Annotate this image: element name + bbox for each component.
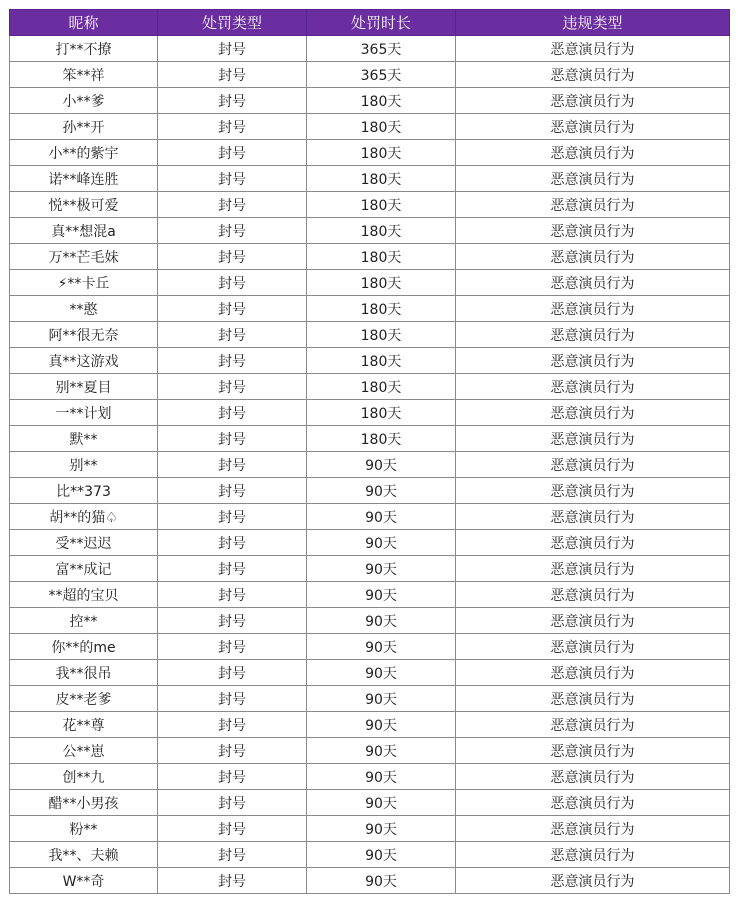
cell-penalty-duration: 180天 [307,244,456,270]
table-row [10,764,730,790]
cell-penalty-type: 封号 [158,244,307,270]
table-row [10,36,730,62]
cell-penalty-type: 封号 [158,764,307,790]
table-header [10,10,730,36]
cell-penalty-duration: 180天 [307,166,456,192]
cell-nickname: 你**的me [10,634,158,660]
table-row [10,166,730,192]
cell-violation-type: 恶意演员行为 [456,868,730,894]
penalty-table [9,9,730,894]
cell-penalty-duration: 90天 [307,608,456,634]
cell-violation-type: 恶意演员行为 [456,270,730,296]
cell-penalty-duration: 90天 [307,478,456,504]
table-row [10,504,730,530]
cell-nickname: **超的宝贝 [10,582,158,608]
cell-nickname: 别**夏目 [10,374,158,400]
cell-nickname: 别** [10,452,158,478]
cell-penalty-type: 封号 [158,192,307,218]
cell-nickname: 默** [10,426,158,452]
cell-violation-type: 恶意演员行为 [456,244,730,270]
table-body [10,36,730,894]
cell-penalty-duration: 180天 [307,374,456,400]
cell-nickname: 一**计划 [10,400,158,426]
table-row [10,348,730,374]
cell-penalty-duration: 180天 [307,88,456,114]
cell-penalty-type: 封号 [158,686,307,712]
cell-violation-type: 恶意演员行为 [456,556,730,582]
cell-penalty-duration: 180天 [307,296,456,322]
cell-penalty-type: 封号 [158,400,307,426]
cell-nickname: 小**的紫宇 [10,140,158,166]
cell-violation-type: 恶意演员行为 [456,140,730,166]
table-row [10,582,730,608]
cell-nickname: 花**尊 [10,712,158,738]
cell-violation-type: 恶意演员行为 [456,348,730,374]
cell-violation-type: 恶意演员行为 [456,790,730,816]
cell-penalty-duration: 90天 [307,582,456,608]
table-row [10,530,730,556]
cell-penalty-type: 封号 [158,478,307,504]
cell-penalty-type: 封号 [158,634,307,660]
cell-violation-type: 恶意演员行为 [456,764,730,790]
header-violation-type: 违规类型 [456,10,730,36]
cell-penalty-type: 封号 [158,738,307,764]
cell-penalty-type: 封号 [158,426,307,452]
cell-penalty-duration: 90天 [307,712,456,738]
cell-nickname: 粉** [10,816,158,842]
cell-nickname: 创**九 [10,764,158,790]
table-row [10,296,730,322]
cell-penalty-type: 封号 [158,660,307,686]
cell-penalty-type: 封号 [158,842,307,868]
cell-penalty-type: 封号 [158,712,307,738]
cell-nickname: 阿**很无奈 [10,322,158,348]
cell-penalty-duration: 180天 [307,400,456,426]
cell-nickname: 孙**开 [10,114,158,140]
cell-penalty-duration: 90天 [307,816,456,842]
cell-violation-type: 恶意演员行为 [456,634,730,660]
table-row [10,426,730,452]
cell-nickname: 笨**祥 [10,62,158,88]
cell-penalty-duration: 180天 [307,140,456,166]
cell-violation-type: 恶意演员行为 [456,36,730,62]
table-row [10,452,730,478]
cell-violation-type: 恶意演员行为 [456,842,730,868]
table-row [10,114,730,140]
cell-penalty-duration: 180天 [307,218,456,244]
cell-penalty-duration: 90天 [307,660,456,686]
cell-violation-type: 恶意演员行为 [456,686,730,712]
cell-violation-type: 恶意演员行为 [456,426,730,452]
cell-nickname: W**奇 [10,868,158,894]
header-row [10,10,730,36]
cell-penalty-type: 封号 [158,322,307,348]
table-row [10,634,730,660]
cell-nickname: 控** [10,608,158,634]
cell-penalty-type: 封号 [158,530,307,556]
cell-penalty-type: 封号 [158,816,307,842]
header-penalty-duration: 处罚时长 [307,10,456,36]
cell-nickname: 皮**老爹 [10,686,158,712]
table-row [10,62,730,88]
cell-violation-type: 恶意演员行为 [456,374,730,400]
cell-penalty-duration: 90天 [307,764,456,790]
cell-penalty-type: 封号 [158,374,307,400]
cell-nickname: 比**373 [10,478,158,504]
cell-penalty-duration: 90天 [307,530,456,556]
cell-penalty-type: 封号 [158,504,307,530]
cell-penalty-type: 封号 [158,62,307,88]
cell-nickname: 富**成记 [10,556,158,582]
cell-penalty-type: 封号 [158,348,307,374]
cell-penalty-type: 封号 [158,608,307,634]
cell-violation-type: 恶意演员行为 [456,816,730,842]
cell-penalty-type: 封号 [158,790,307,816]
cell-penalty-duration: 180天 [307,426,456,452]
cell-violation-type: 恶意演员行为 [456,218,730,244]
table-row [10,192,730,218]
table-row [10,244,730,270]
table-row [10,400,730,426]
table-row [10,712,730,738]
cell-penalty-duration: 180天 [307,192,456,218]
table-row [10,478,730,504]
cell-violation-type: 恶意演员行为 [456,452,730,478]
cell-penalty-type: 封号 [158,166,307,192]
cell-nickname: 我**、夫赖 [10,842,158,868]
cell-violation-type: 恶意演员行为 [456,322,730,348]
cell-nickname: ⚡**卡丘 [10,270,158,296]
cell-nickname: **憨 [10,296,158,322]
cell-penalty-duration: 90天 [307,452,456,478]
cell-penalty-duration: 180天 [307,270,456,296]
cell-penalty-type: 封号 [158,452,307,478]
cell-penalty-duration: 90天 [307,504,456,530]
table-row [10,140,730,166]
cell-nickname: 悦**极可爱 [10,192,158,218]
cell-penalty-type: 封号 [158,88,307,114]
cell-penalty-type: 封号 [158,556,307,582]
cell-penalty-duration: 365天 [307,36,456,62]
table-row [10,556,730,582]
cell-violation-type: 恶意演员行为 [456,608,730,634]
cell-penalty-duration: 365天 [307,62,456,88]
cell-penalty-duration: 90天 [307,634,456,660]
cell-penalty-type: 封号 [158,36,307,62]
cell-violation-type: 恶意演员行为 [456,712,730,738]
cell-penalty-duration: 180天 [307,322,456,348]
cell-nickname: 醋**小男孩 [10,790,158,816]
cell-violation-type: 恶意演员行为 [456,660,730,686]
table-row [10,322,730,348]
cell-violation-type: 恶意演员行为 [456,114,730,140]
cell-nickname: 胡**的猫♤ [10,504,158,530]
cell-nickname: 公**崽 [10,738,158,764]
cell-penalty-type: 封号 [158,114,307,140]
table-row [10,660,730,686]
cell-penalty-duration: 90天 [307,868,456,894]
table-row [10,88,730,114]
cell-violation-type: 恶意演员行为 [456,738,730,764]
cell-nickname: 真**想混a [10,218,158,244]
cell-nickname: 万**芒毛妹 [10,244,158,270]
header-penalty-type: 处罚类型 [158,10,307,36]
table-row [10,374,730,400]
cell-penalty-type: 封号 [158,218,307,244]
cell-violation-type: 恶意演员行为 [456,166,730,192]
cell-nickname: 受**迟迟 [10,530,158,556]
cell-penalty-type: 封号 [158,868,307,894]
cell-violation-type: 恶意演员行为 [456,296,730,322]
cell-nickname: 打**不撩 [10,36,158,62]
cell-violation-type: 恶意演员行为 [456,530,730,556]
header-nickname: 昵称 [10,10,158,36]
cell-nickname: 诺**峰连胜 [10,166,158,192]
cell-violation-type: 恶意演员行为 [456,192,730,218]
cell-violation-type: 恶意演员行为 [456,62,730,88]
cell-penalty-duration: 180天 [307,114,456,140]
cell-nickname: 我**很吊 [10,660,158,686]
cell-penalty-duration: 90天 [307,790,456,816]
cell-nickname: 真**这游戏 [10,348,158,374]
table-row [10,218,730,244]
cell-penalty-duration: 90天 [307,686,456,712]
table-row [10,816,730,842]
table-row [10,790,730,816]
table-row [10,270,730,296]
cell-violation-type: 恶意演员行为 [456,400,730,426]
table-row [10,868,730,894]
cell-penalty-type: 封号 [158,296,307,322]
cell-penalty-duration: 90天 [307,738,456,764]
table-row [10,738,730,764]
cell-violation-type: 恶意演员行为 [456,582,730,608]
cell-penalty-duration: 180天 [307,348,456,374]
table-row [10,842,730,868]
table-row [10,608,730,634]
cell-penalty-duration: 90天 [307,556,456,582]
cell-penalty-type: 封号 [158,140,307,166]
table-row [10,686,730,712]
cell-violation-type: 恶意演员行为 [456,88,730,114]
cell-violation-type: 恶意演员行为 [456,504,730,530]
cell-penalty-type: 封号 [158,582,307,608]
cell-violation-type: 恶意演员行为 [456,478,730,504]
cell-penalty-duration: 90天 [307,842,456,868]
cell-penalty-type: 封号 [158,270,307,296]
cell-nickname: 小**爹 [10,88,158,114]
